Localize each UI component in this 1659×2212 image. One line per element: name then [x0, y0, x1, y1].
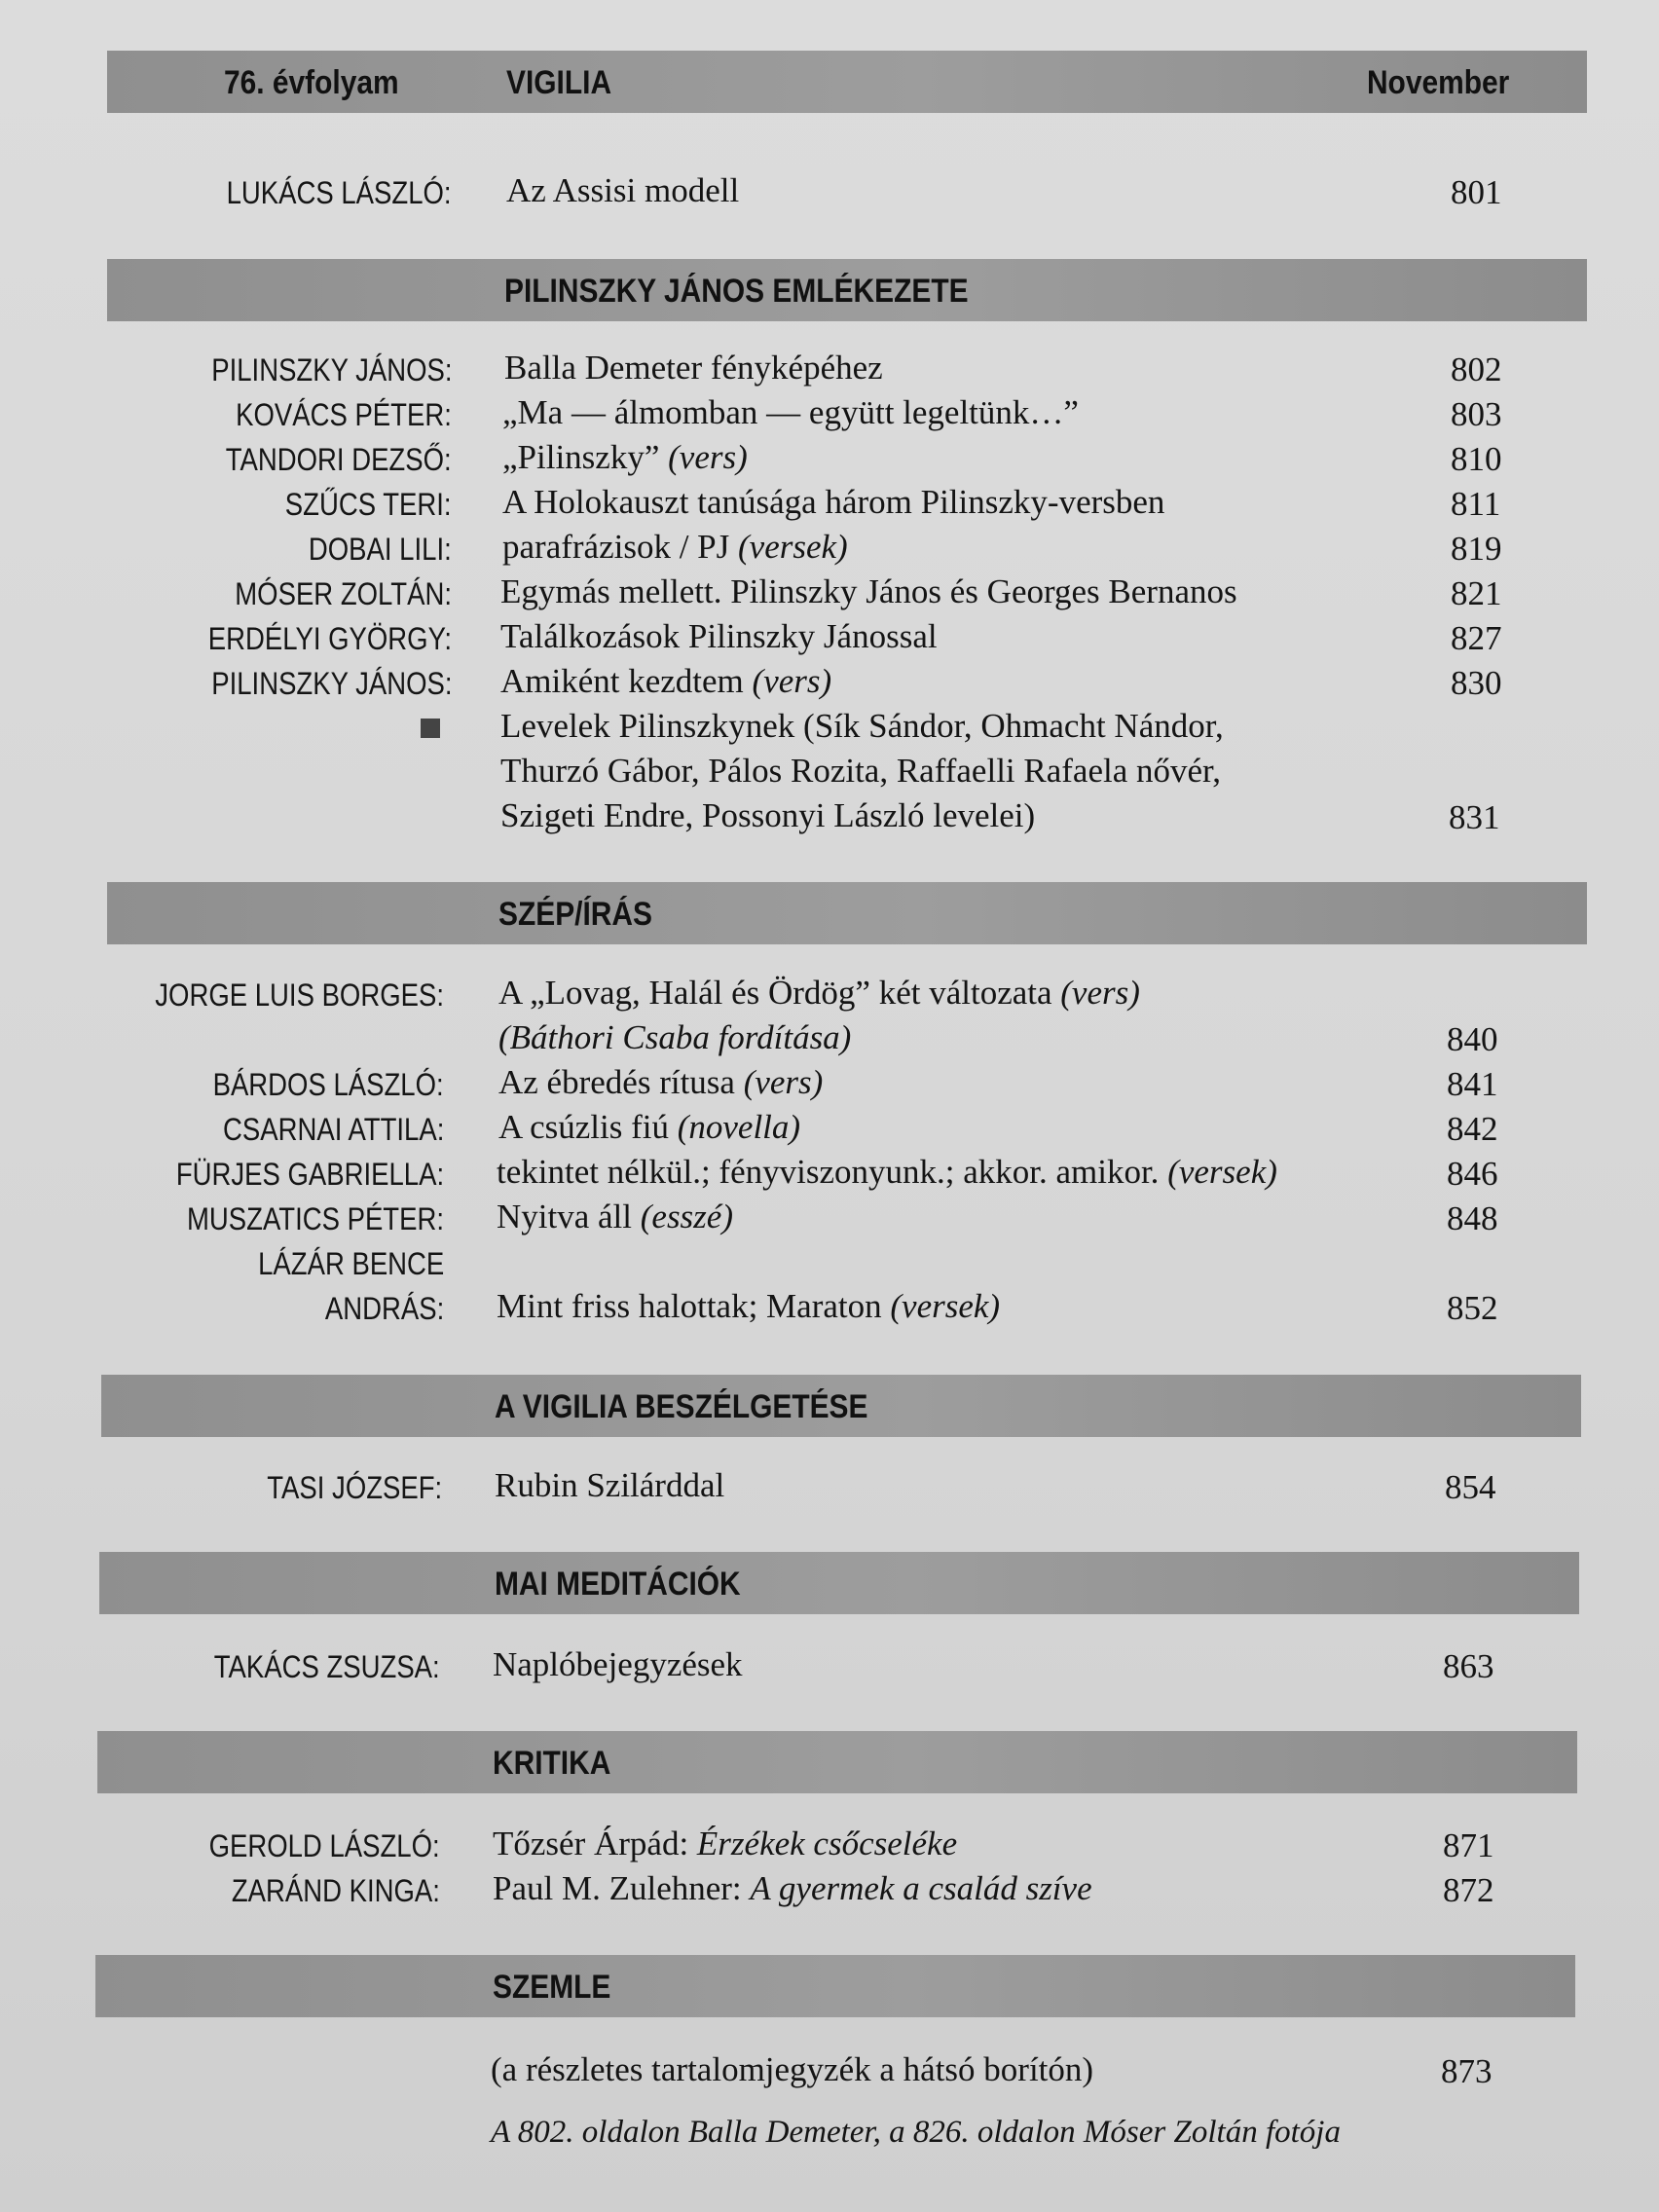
toc-entry	[0, 617, 1659, 662]
entry-title: Mint friss halottak; Maraton (versek)	[497, 1287, 1001, 1325]
entry-author: KOVÁCS PÉTER:	[236, 397, 452, 432]
entry-author: ERDÉLYI GYÖRGY:	[207, 621, 452, 656]
entry-title: Balla Demeter fényképéhez	[504, 349, 883, 387]
entry-page: 854	[1445, 1468, 1496, 1506]
entry-author: BÁRDOS LÁSZLÓ:	[212, 1067, 444, 1102]
entry-page: 872	[1443, 1871, 1494, 1909]
entry-author: PILINSZKY JÁNOS:	[210, 352, 452, 387]
entry-title: Rubin Szilárddal	[495, 1466, 725, 1504]
toc-entry	[0, 393, 1659, 438]
section-heading: SZEMLE	[493, 1969, 611, 2006]
toc-entry	[0, 171, 1659, 216]
entry-page: 840	[1447, 1020, 1498, 1058]
volume-label: 76. évfolyam	[224, 64, 399, 101]
entry-title: (a részletes tartalomjegyzék a hátsó borítón)	[491, 2050, 1094, 2088]
photo-credit-note: A 802. oldalon Balla Demeter, a 826. oldalon Móser Zoltán fotója	[491, 2115, 1341, 2150]
entry-page: 841	[1447, 1065, 1498, 1103]
toc-entry	[0, 483, 1659, 528]
section-heading-bar	[107, 259, 1587, 321]
section-heading: SZÉP/ÍRÁS	[498, 896, 652, 933]
bullet-square-icon	[421, 719, 440, 738]
entry-title: A „Lovag, Halál és Ördög” két változata (vers)	[498, 974, 1140, 1012]
toc-entry	[0, 1108, 1659, 1153]
issue-header-bar	[107, 51, 1587, 113]
entry-author: TANDORI DEZSŐ:	[226, 442, 452, 477]
entry-author: SZŰCS TERI:	[285, 487, 452, 522]
entry-page: 848	[1447, 1199, 1498, 1237]
entry-page: 863	[1443, 1647, 1494, 1685]
entry-title: Egymás mellett. Pilinszky János és Georges Bernanos	[500, 572, 1237, 610]
section-heading-bar	[107, 882, 1587, 944]
entry-page: 827	[1451, 619, 1502, 657]
toc-entry	[0, 1063, 1659, 1108]
section-heading: KRITIKA	[493, 1745, 611, 1782]
entry-author: LÁZÁR BENCE	[257, 1246, 444, 1281]
toc-entry	[0, 1198, 1659, 1242]
entry-author: JORGE LUIS BORGES:	[155, 977, 444, 1013]
toc-entry-continuation	[0, 752, 1659, 796]
entry-title: „Ma — álmomban — együtt legeltünk…”	[502, 393, 1079, 431]
toc-entry	[0, 1645, 1659, 1690]
entry-title: Tőzsér Árpád: Érzékek csőcseléke	[493, 1825, 958, 1862]
entry-page: 803	[1451, 395, 1502, 433]
toc-entry	[0, 528, 1659, 572]
entry-title: tekintet nélkül.; fényviszonyunk.; akkor. amikor. (versek)	[497, 1153, 1277, 1191]
entry-page: 810	[1451, 440, 1502, 478]
entry-title-line2: (Báthori Csaba fordítása)	[498, 1018, 852, 1056]
entry-page: 821	[1451, 574, 1502, 612]
toc-entry-continuation	[0, 1287, 1659, 1332]
entry-page: 819	[1451, 530, 1502, 568]
entry-page: 842	[1447, 1110, 1498, 1148]
toc-entry	[0, 572, 1659, 617]
toc-entry	[0, 707, 1659, 752]
entry-page: 871	[1443, 1826, 1494, 1864]
toc-entry	[0, 1153, 1659, 1198]
entry-author: TASI JÓZSEF:	[267, 1470, 442, 1505]
entry-page: 802	[1451, 350, 1502, 388]
entry-page: 873	[1441, 2052, 1493, 2090]
entry-title: Amiként kezdtem (vers)	[500, 662, 832, 700]
entry-title: Nyitva áll (esszé)	[497, 1198, 733, 1235]
entry-author-line2: ANDRÁS:	[324, 1291, 444, 1326]
entry-title-line2: Thurzó Gábor, Pálos Rozita, Raffaelli Rafaela nővér,	[500, 752, 1222, 790]
toc-entry	[0, 1242, 1659, 1287]
entry-author: CSARNAI ATTILA:	[222, 1112, 444, 1147]
entry-title: Naplóbejegyzések	[493, 1645, 743, 1683]
entry-author: MUSZATICS PÉTER:	[186, 1201, 444, 1236]
entry-page: 830	[1451, 664, 1502, 702]
toc-entry	[0, 349, 1659, 393]
section-heading-bar	[97, 1731, 1577, 1793]
section-heading-bar	[99, 1552, 1579, 1614]
entry-title: „Pilinszky” (vers)	[502, 438, 748, 476]
entry-page: 801	[1451, 173, 1502, 211]
entry-title: Levelek Pilinszkynek (Sík Sándor, Ohmacht Nándor,	[500, 707, 1224, 745]
journal-title: VIGILIA	[506, 64, 612, 101]
toc-entry	[0, 438, 1659, 483]
entry-title: A Holokauszt tanúsága három Pilinszky-versben	[502, 483, 1165, 521]
entry-author: ZARÁND KINGA:	[231, 1873, 440, 1908]
toc-entry	[0, 2050, 1659, 2095]
section-heading-bar	[101, 1375, 1581, 1437]
entry-title: Az Assisi modell	[506, 171, 740, 209]
section-heading: A VIGILIA BESZÉLGETÉSE	[495, 1388, 868, 1425]
toc-entry	[0, 1466, 1659, 1511]
entry-title: A csúzlis fiú (novella)	[498, 1108, 801, 1146]
toc-entry-continuation	[0, 796, 1659, 841]
section-heading-bar	[95, 1955, 1575, 2017]
section-heading: MAI MEDITÁCIÓK	[495, 1566, 741, 1603]
entry-author: MÓSER ZOLTÁN:	[235, 576, 452, 611]
entry-title: Az ébredés rítusa (vers)	[498, 1063, 824, 1101]
entry-title-line3: Szigeti Endre, Possonyi László levelei)	[500, 796, 1036, 834]
toc-entry	[0, 1825, 1659, 1869]
issue-month: November	[1366, 64, 1509, 101]
entry-author: FÜRJES GABRIELLA:	[175, 1157, 444, 1192]
entry-author: PILINSZKY JÁNOS:	[210, 666, 452, 701]
entry-page: 852	[1447, 1289, 1498, 1327]
entry-title: Találkozások Pilinszky Jánossal	[500, 617, 938, 655]
entry-author: DOBAI LILI:	[309, 532, 452, 567]
entry-page: 846	[1447, 1155, 1498, 1193]
entry-page: 831	[1449, 798, 1500, 836]
entry-author: TAKÁCS ZSUZSA:	[214, 1649, 440, 1684]
section-heading: PILINSZKY JÁNOS EMLÉKEZETE	[504, 273, 969, 310]
entry-author: LUKÁCS LÁSZLÓ:	[227, 175, 452, 210]
entry-title: Paul M. Zulehner: A gyermek a család szíve	[493, 1869, 1092, 1907]
entry-title: parafrázisok / PJ (versek)	[502, 528, 848, 566]
toc-entry	[0, 974, 1659, 1018]
toc-entry	[0, 1869, 1659, 1914]
entry-author: GEROLD LÁSZLÓ:	[208, 1828, 440, 1863]
toc-entry-continuation	[0, 1018, 1659, 1063]
toc-entry	[0, 662, 1659, 707]
entry-page: 811	[1451, 485, 1501, 523]
